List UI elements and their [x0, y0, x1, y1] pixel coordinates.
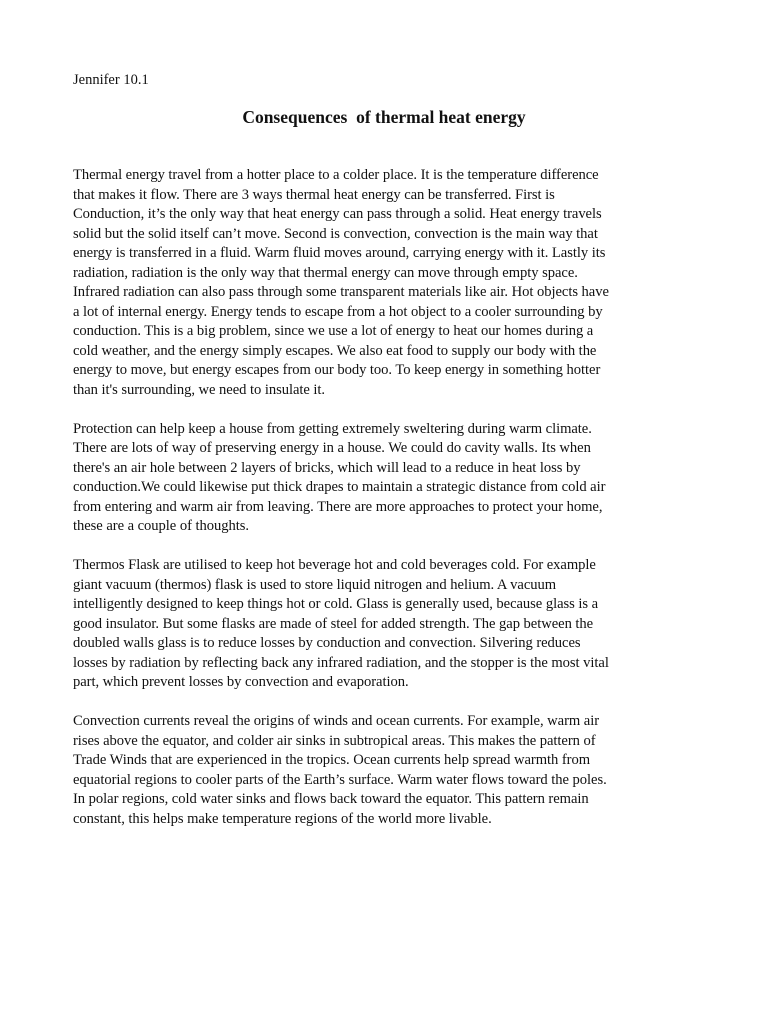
paragraph-line: energy is transferred in a fluid. Warm fluid moves around, carrying energy with it. Lastly its	[73, 245, 606, 261]
paragraph-line: energy to move, but energy escapes from our body too. To keep energy in something hotter	[73, 362, 601, 378]
paragraph	[73, 712, 713, 829]
document-body	[73, 166, 713, 849]
paragraph	[73, 556, 713, 693]
paragraph-line: conduction. This is a big problem, since we use a lot of energy to heat our homes during a	[73, 323, 594, 339]
paragraph-line: Thermal energy travel from a hotter place to a colder place. It is the temperature difference	[73, 167, 599, 183]
paragraph-line: part, which prevent losses by convection and evaporation.	[73, 674, 409, 690]
paragraph-line: There are lots of way of preserving energy in a house. We could do cavity walls. Its when	[73, 440, 591, 456]
paragraph-line: these are a couple of thoughts.	[73, 518, 249, 534]
paragraph-line: Protection can help keep a house from getting extremely sweltering during warm climate.	[73, 420, 592, 437]
paragraph-line: radiation, radiation is the only way that thermal energy can move through empty space.	[73, 264, 578, 281]
paragraph-line: that makes it flow. There are 3 ways thermal heat energy can be transferred. First is	[73, 186, 555, 203]
paragraph-line: rises above the equator, and colder air sinks in subtropical areas. This makes the pattern of	[73, 732, 596, 749]
paragraph	[73, 420, 713, 537]
paragraph-line: there's an air hole between 2 layers of bricks, which will lead to a reduce in heat loss by	[73, 459, 581, 476]
paragraph-line: giant vacuum (thermos) flask is used to store liquid nitrogen and helium. A vacuum	[73, 576, 557, 593]
paragraph-line: losses by radiation by reflecting back any infrared radiation, and the stopper is the most vital	[73, 654, 609, 671]
paragraph	[73, 166, 713, 400]
paragraph-line: Convection currents reveal the origins of winds and ocean currents. For example, warm air	[73, 713, 600, 729]
document-title: Consequences of thermal heat energy	[242, 107, 526, 127]
paragraph-line: equatorial regions to cooler parts of the Earth’s surface. Warm water flows toward the poles.	[73, 771, 607, 788]
paragraph-line: good insulator. But some flasks are made of steel for added strength. The gap between the	[73, 615, 594, 632]
paragraph-line: doubled walls glass is to reduce losses by conduction and convection. Silvering reduces	[73, 635, 581, 651]
paragraph-line: Conduction, it’s the only way that heat energy can pass through a solid. Heat energy travels	[73, 206, 602, 222]
paragraph-line: from entering and warm air from leaving. There are more approaches to protect your home,	[73, 498, 603, 515]
paragraph-line: Trade Winds that are experienced in the tropics. Ocean currents help spread warmth from	[73, 752, 591, 768]
paragraph-line: intelligently designed to keep things hot or cold. Glass is generally used, because glass is a	[73, 596, 599, 612]
paragraph-line: Infrared radiation can also pass through some transparent materials like air. Hot objects have	[73, 284, 609, 300]
paragraph-line: a lot of internal energy. Energy tends to escape from a hot object to a cooler surrounding by	[73, 303, 603, 320]
paragraph-line: Thermos Flask are utilised to keep hot beverage hot and cold beverages cold. For example	[73, 557, 596, 573]
paragraph-line: constant, this helps make temperature regions of the world more livable.	[73, 810, 492, 827]
paragraph-line: cold weather, and the energy simply escapes. We also eat food to supply our body with the	[73, 342, 597, 359]
paragraph-line: solid but the solid itself can’t move. Second is convection, convection is the main way that	[73, 225, 598, 242]
paragraph-line: than it's surrounding, we need to insulate it.	[73, 381, 326, 398]
author-line: Jennifer 10.1	[73, 72, 149, 88]
paragraph-line: conduction.We could likewise put thick drapes to maintain a strategic distance from cold air	[73, 479, 606, 495]
paragraph-line: In polar regions, cold water sinks and flows back toward the equator. This pattern remain	[73, 791, 589, 807]
